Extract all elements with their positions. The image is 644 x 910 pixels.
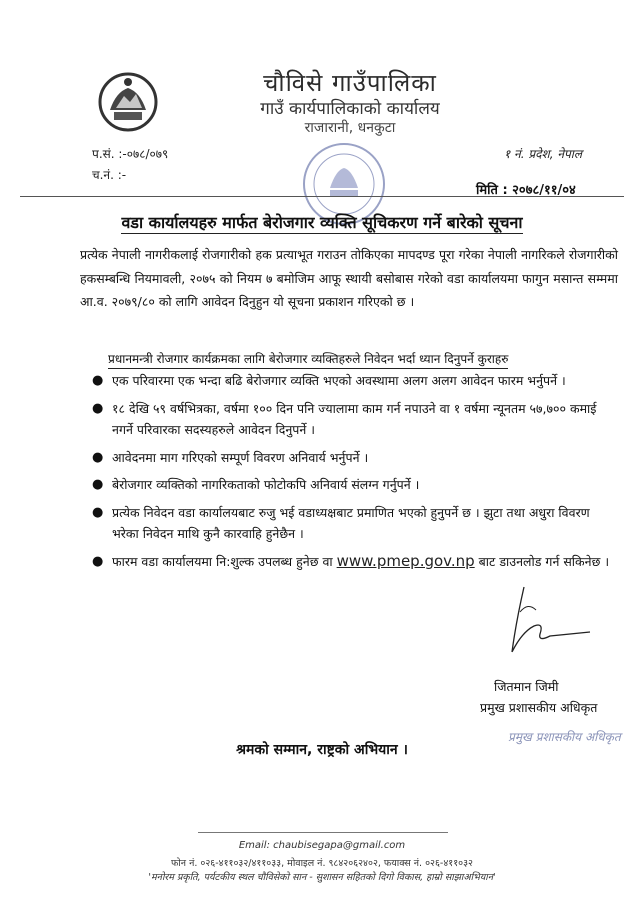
footer-motto: 'मनोरम प्रकृति, पर्यटकीय स्थल चौविसेको सान - सुशासन सहितको दिगो विकास, हाम्रो साझाअभियान' (148, 872, 496, 883)
list-item: ● फारम वडा कार्यालयमा नि:शुल्क उपलब्ध हुनेछ वा www.pmep.gov.np बाट डाउनलोड गर्न सकिनेछ । (90, 551, 620, 573)
bullet-icon: ● (92, 373, 104, 388)
footer-divider (198, 832, 448, 833)
instructions-list (90, 370, 620, 578)
list-item: ● १८ देखि ५९ वर्षभित्रका, वर्षमा १०० दिन पनि ज्यालामा काम गर्न नपाउने वा १ वर्षमा न्यूनतम ५७,७०० कमाई नगर्ने परिवारका सदस्यहरुले आवेदन दिनुपर्ने । (90, 398, 620, 441)
signatory-block (480, 676, 630, 718)
designation-stamp: प्रमुख प्रशासकीय अधिकृत (508, 730, 621, 744)
header-divider (20, 196, 624, 197)
signature-icon (494, 582, 594, 662)
nepal-emblem-icon (96, 70, 160, 134)
list-item: ● एक परिवारमा एक भन्दा बढि बेरोजगार व्यक्ति भएको अवस्थामा अलग अलग आवेदन फारम भर्नुपर्ने । (90, 370, 620, 392)
office-location: राजारानी, धनकुटा (304, 120, 396, 136)
list-item: ● प्रत्येक निवेदन वडा कार्यालयबाट रुजु भई वडाध्यक्षबाट प्रमाणित भएको हुनुपर्ने छ । झुटा तथा अधुरा विवरण भरेका निवेदन माथि कुनै कारवाहि हुनेछैन । (90, 502, 620, 545)
municipality-title: चौविसे गाउँपालिका (263, 69, 437, 97)
province-label: १ नं. प्रदेश, नेपाल (504, 147, 583, 161)
list-item: ● आवेदनमा माग गरिएको सम्पूर्ण विवरण अनिवार्य भर्नुपर्ने । (90, 447, 620, 469)
intro-paragraph: प्रत्येक नेपाली नागरीकलाई रोजगारीको हक प्रत्याभूत गराउन तोकिएका मापदण्ड पूरा गरेका नेपाली नागरिकले रोजगारीको हकसम्बन्धि नियमावली, २०७५ को नियम ७ बमोजिम आफू स्थायी बसोबास गरेको वडा कार्यालयमा फागुन मसान्त सम्ममा आ.व. २०७९/८० को लागि आवेदन दिनुहुन यो सूचना प्रकाशन गरिएको छ । (80, 247, 618, 309)
letter-number: प.सं. :-०७८/०७९ (92, 147, 169, 161)
notice-title-text: वडा कार्यालयहरु मार्फत बेरोजगार व्यक्ति सूचिकरण गर्ने बारेको सूचना (121, 213, 523, 232)
bullet-icon: ● (92, 553, 104, 569)
bullet-icon: ● (92, 504, 104, 520)
footer-email: Email: chaubisegapa@gmail.com (238, 840, 406, 851)
slogan: श्रमको सम्मान, राष्ट्रको अभियान । (236, 742, 408, 758)
footer-phone: फोन नं. ०२६-४११०३२/४११०३३, मोवाइल नं. ९८४२०६२४०२, फयाक्स नं. ०२६-४११०३२ (171, 858, 473, 869)
office-subtitle: गाउँ कार्यपालिकाको कार्यालय (260, 99, 440, 119)
dispatch-number: च.नं. :- (92, 168, 127, 182)
notice-title (0, 211, 644, 233)
signatory-designation: प्रमुख प्रशासकीय अधिकृत (480, 700, 598, 715)
bullet-icon: ● (92, 477, 104, 492)
bullet-icon: ● (92, 449, 104, 465)
signatory-name: जितमान जिमी (494, 679, 559, 694)
bullet-icon: ● (92, 400, 104, 416)
notice-date: मिति : २०७८/११/०४ (476, 183, 576, 198)
instructions-heading: प्रधानमन्त्री रोजगार कार्यक्रमका लागि बेरोजगार व्यक्तिहरुले निवेदन भर्दा ध्यान दिनुपर्ने कुराहरु (108, 350, 508, 369)
download-link[interactable]: www.pmep.gov.np (336, 551, 475, 570)
list-item: ● बेरोजगार व्यक्तिको नागरिकताको फोटोकपि अनिवार्य संलग्न गर्नुपर्ने । (90, 474, 620, 496)
